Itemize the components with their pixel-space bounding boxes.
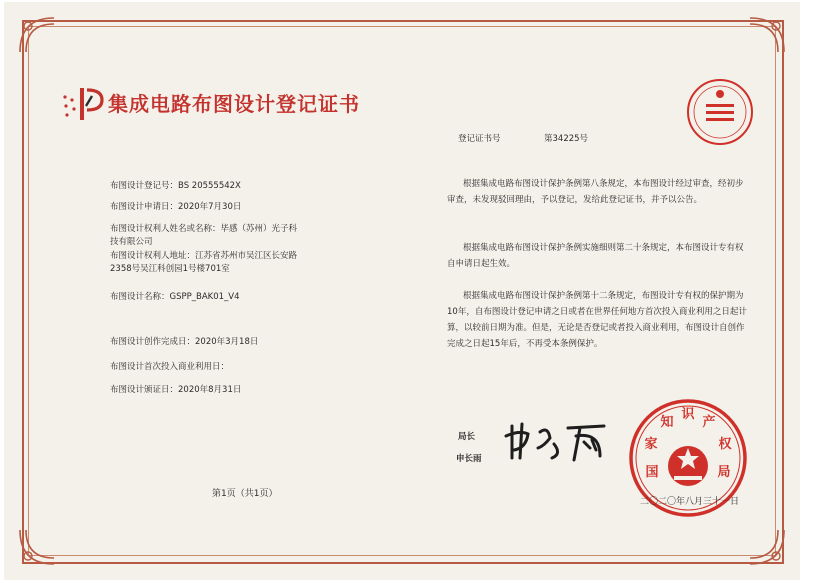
stamp-seal-icon — [684, 76, 756, 148]
svg-text:知: 知 — [660, 415, 674, 430]
svg-text:局: 局 — [717, 465, 731, 480]
corner-ornament-bottom-left — [14, 524, 60, 570]
corner-ornament-top-right — [744, 12, 790, 58]
field-first-commercial-use-date: 布图设计首次投入商业利用日： — [110, 362, 230, 372]
field-creation-date: 布图设计创作完成日：2020年3月18日 — [110, 337, 259, 347]
svg-text:国: 国 — [645, 465, 659, 480]
certificate-date: 二〇二〇年八月三十一日 — [640, 497, 740, 507]
certificate-number-label: 登记证书号 — [458, 134, 501, 144]
statement-paragraph-2: 根据集成电路布图设计保护条例实施细则第二十条规定，本布图设计专有权自申请日起生效。 — [447, 243, 744, 269]
svg-text:权: 权 — [718, 437, 732, 452]
corner-ornament-bottom-right — [744, 524, 790, 570]
field-owner-name: 布图设计权利人姓名或名称：毕感（苏州）光子科技有限公司 — [110, 224, 298, 247]
ic-layout-logo-icon — [78, 86, 106, 122]
certificate-title: 集成电路布图设计登记证书 — [108, 92, 360, 116]
svg-text:家: 家 — [644, 437, 658, 452]
field-design-name: 布图设计名称：GSPP_BAK01_V4 — [110, 292, 240, 302]
field-issue-date: 布图设计颁证日：2020年8月31日 — [110, 385, 242, 395]
signature-name: 申长雨 — [456, 454, 482, 464]
field-owner-address: 布图设计权利人地址：江苏省苏州市吴江区长安路2358号吴江科创园1号楼701室 — [110, 251, 298, 274]
svg-text:识: 识 — [681, 407, 695, 422]
statement-paragraph-3: 根据集成电路布图设计保护条例第十二条规定，布图设计专有权的保护期为10年，自布图设计登记申请之日或者在世界任何地方首次投入商业利用之日起计算，以较前日期为准。但是，无论是否登记或者投入商业利用，布图设计自创作完成之日起15年后，不再受本条例保护。 — [447, 291, 747, 349]
signature-role: 局长 — [458, 432, 476, 442]
field-registration-number: 布图设计登记号：BS 20555542X — [110, 181, 241, 191]
handwritten-signature-icon — [504, 418, 614, 464]
corner-ornament-top-left — [14, 12, 60, 58]
field-application-date: 布图设计申请日：2020年7月30日 — [110, 202, 242, 212]
certificate-number-value: 第34225号 — [544, 134, 589, 144]
certificate-sheet — [4, 2, 800, 580]
statement-paragraph-1: 根据集成电路布图设计保护条例第八条规定，本布图设计经过审查，经初步审查，未发现驳回理由，予以登记，发给此登记证书，并予以公告。 — [447, 179, 744, 205]
svg-text:产: 产 — [702, 415, 716, 430]
decorative-dots-icon — [62, 94, 78, 120]
page-info: 第1页（共1页） — [212, 489, 278, 499]
